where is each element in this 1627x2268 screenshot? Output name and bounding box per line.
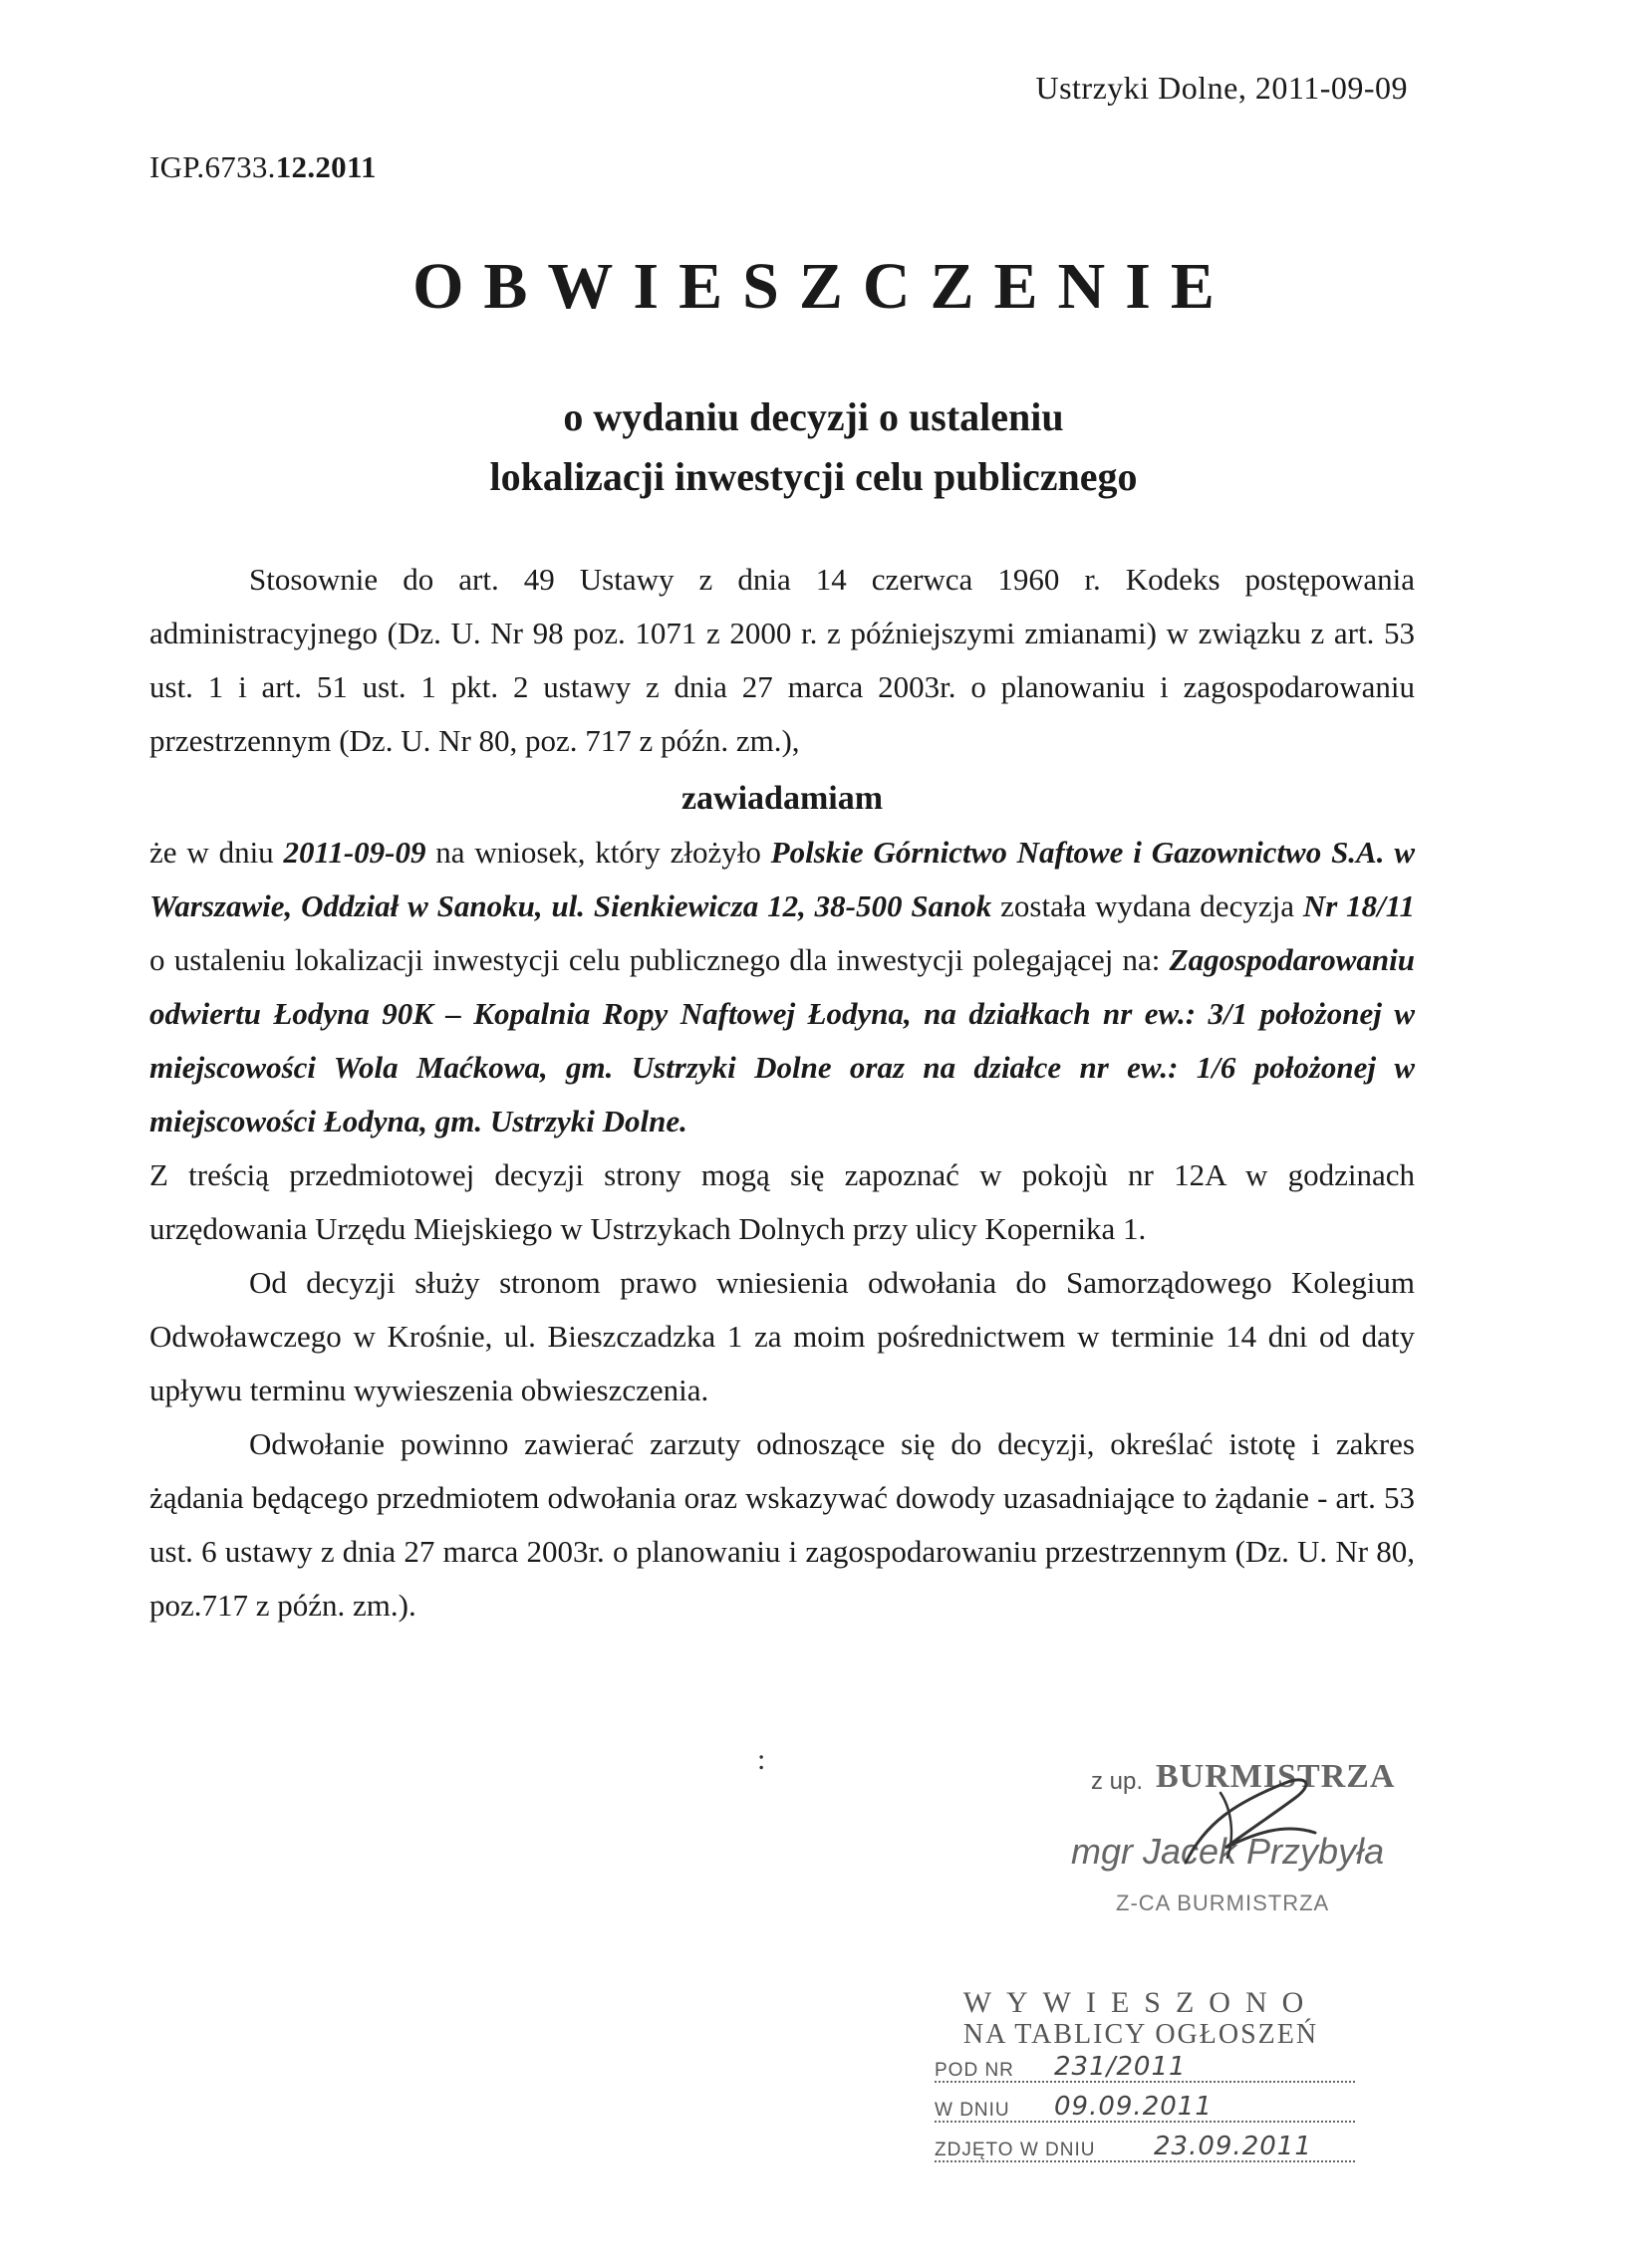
- decision-text-1: że w dniu: [149, 835, 284, 870]
- legal-basis-paragraph: Stosownie do art. 49 Ustawy z dnia 14 czerwca 1960 r. Kodeks postępowania administracyjnego (Dz. U. Nr 98 poz. 1071 z 2000 r. z późniejszymi zmianami) w związku z art. 53 ust. 1 i art. 51 ust. 1 pkt. 2 ustawy z dnia 27 marca 2003r. o planowaniu i zagospodarowaniu przestrzennym (Dz. U. Nr 80, poz. 717 z późn. zm.),: [149, 562, 1415, 758]
- stray-mark: :: [757, 1743, 766, 1776]
- handwritten-signature-icon: [1166, 1763, 1325, 1883]
- zdjeto-label: ZDJĘTO W DNIU: [935, 2140, 1096, 2160]
- pod-nr-label: POD NR: [935, 2060, 1014, 2081]
- stamp-row-zdjeto: [935, 2131, 1355, 2170]
- stamp-row-w-dniu: [935, 2091, 1355, 2131]
- reference-bold: 12.2011: [275, 149, 377, 184]
- stamp-line-1: WYWIESZONO: [962, 1986, 1319, 2019]
- posting-stamp: [927, 1987, 1355, 2170]
- subtitle-line-1: o wydaniu decyzji o ustaleniu: [563, 394, 1064, 439]
- signature-role: Z-CA BURMISTRZA: [1116, 1890, 1330, 1915]
- reference-prefix: IGP.6733.: [149, 149, 276, 184]
- place-date: Ustrzyki Dolne, 2011-09-09: [1035, 70, 1408, 106]
- decision-text-3: została wydana decyzja: [991, 888, 1303, 923]
- announce-heading: zawiadamiam: [680, 780, 884, 817]
- decision-paragraph: [149, 826, 1415, 1148]
- signature-title: BURMISTRZA: [1156, 1758, 1396, 1795]
- w-dniu-value: 09.09.2011: [1054, 2092, 1213, 2122]
- decision-date: 2011-09-09: [283, 835, 426, 870]
- review-paragraph: Z treścią przedmiotowej decyzji strony mogą się zapoznać w pokojù nr 12A w godzinach urzędowania Urzędu Miejskiego w Ustrzykach Dolnych przy ulicy Kopernika 1.: [149, 1157, 1415, 1246]
- pod-nr-value: 231/2011: [1054, 2052, 1187, 2082]
- stamp-row-pod-nr: [935, 2051, 1355, 2091]
- investment-description: Zagospodarowaniu odwiertu Łodyna 90K – Kopalnia Ropy Naftowej Łodyna, na działkach nr ew.: 3/1 położonej w miejscowości Wola Maćkowa, gm. Ustrzyki Dolne oraz na działce nr ew.: 1/6 położonej w miejscowości Łodyna, gm. Ustrzyki Dolne.: [149, 942, 1415, 1138]
- applicant-name: Polskie Górnictwo Naftowe i Gazownictwo S.A. w Warszawie, Oddział w Sanoku, ul. Sienkiewicza 12, 38-500 Sanok: [149, 835, 1415, 923]
- appeal-paragraph: Od decyzji służy stronom prawo wniesienia odwołania do Samorządowego Kolegium Odwoławczego w Krośnie, ul. Bieszczadzka 1 za moim pośrednictwem w terminie 14 dni od daty upływu terminu wywieszenia obwieszczenia.: [149, 1265, 1415, 1407]
- decision-text-4: o ustaleniu lokalizacji inwestycji celu publicznego dla inwestycji polegającej na:: [149, 942, 1170, 977]
- document-title: OBWIESZCZENIE: [412, 250, 1234, 323]
- stamp-line-2: NA TABLICY OGŁOSZEŃ: [962, 2019, 1319, 2050]
- reference-number: [149, 149, 377, 185]
- decision-number: Nr 18/11: [1302, 888, 1416, 923]
- appeal-content-paragraph: Odwołanie powinno zawierać zarzuty odnoszące się do decyzji, określać istotę i zakres żądania będącego przedmiotem odwołania oraz wskazywać dowody uzasadniające to żądanie - art. 53 ust. 6 ustawy z dnia 27 marca 2003r. o planowaniu i zagospodarowaniu przestrzennym (Dz. U. Nr 80, poz.717 z późn. zm.).: [149, 1426, 1415, 1623]
- signature-prefix: z up.: [1091, 1768, 1144, 1795]
- decision-text-2: na wniosek, który złożyło: [425, 835, 771, 870]
- zdjeto-value: 23.09.2011: [1154, 2132, 1312, 2161]
- w-dniu-label: W DNIU: [935, 2100, 1010, 2121]
- body-text: [149, 553, 1415, 1633]
- subtitle-line-2: lokalizacji inwestycji celu publicznego: [489, 454, 1138, 499]
- signature-name: mgr Jacek Przybyła: [1071, 1831, 1385, 1872]
